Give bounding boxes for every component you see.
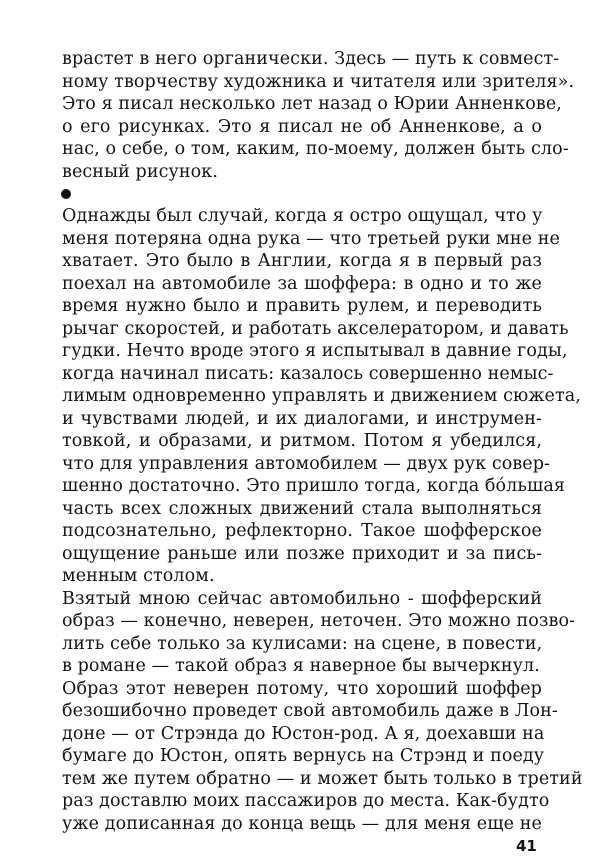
text-line: Образ этот неверен потому, что хороший шоффер	[62, 679, 542, 699]
text-line: Взятый мною сейчас автомобильно - шофферский	[62, 589, 542, 609]
text-line: весный рисунок.	[62, 162, 218, 182]
text-line: менным столом.	[62, 566, 215, 586]
text-line: ному творчеству художника и читателя или зрителя».	[62, 72, 575, 92]
text-line: раз доставлю моих пассажиров до места. Как-будто	[62, 791, 550, 811]
text-line: товкой, и образами, и ритмом. Потом я убедился,	[62, 431, 542, 451]
text-line: Это я писал несколько лет назад о Юрии Анненкове,	[62, 94, 562, 114]
text-line: врастет в него органически. Здесь — путь к совмест-	[62, 49, 560, 69]
text-line: ощущение раньше или позже приходит и за пись-	[62, 544, 542, 564]
text-line: образ — конечно, неверен, неточен. Это можно позво-	[62, 611, 576, 631]
text-line: о его рисунках. Это я писал не об Анненкове, а о	[62, 117, 542, 137]
text-line: лить себе только за кулисами: на сцене, в повести,	[62, 634, 543, 654]
text-line: в романе — такой образ я наверное бы вычеркнул.	[62, 656, 540, 676]
text-line: и чувствами людей, и их диалогами, и инструмен-	[62, 409, 542, 429]
text-line: лимым одновременно управлять и движением сюжета,	[62, 386, 581, 406]
text-line: когда начинал писать: казалось совершенно немыс-	[62, 364, 554, 384]
text-line: нас, о себе, о том, каким, по-моему, должен быть сло-	[62, 139, 569, 159]
text-line: тем же путем обратно — и может быть только в третий	[62, 769, 583, 789]
text-line: подсознательно, рефлекторно. Такое шофферское	[62, 521, 542, 541]
text-line: гудки. Нечто вроде этого я испытывал в давние годы,	[62, 341, 568, 361]
text-line: меня потеряна одна рука — что третьей руки мне не	[62, 229, 561, 249]
text-line: шенно достаточно. Это пришло тогда, когда бо́льшая	[62, 476, 566, 496]
text-line: часть всех сложных движений стала выполняться	[62, 499, 542, 519]
text-line: время нужно было и править рулем, и переводить	[62, 296, 542, 316]
text-line: доне — от Стрэнда до Юстон-род. А я, доехавши на	[62, 724, 545, 744]
text-line: поехал на автомобиле за шоффера: в одно и то же	[62, 274, 542, 294]
text-line: безошибочно проведет свой автомобиль даже в Лон-	[62, 701, 558, 721]
text-line: уже дописанная до конца вещь — для меня еще не	[62, 814, 542, 834]
text-line: Однажды был случай, когда я остро ощущал, что у	[62, 206, 543, 226]
page-number: 41	[516, 837, 537, 855]
text-line: бумаге до Юстон, опять вернусь на Стрэнд и поеду	[62, 746, 545, 766]
text-line: что для управления автомобилем — двух рук совер-	[62, 454, 551, 474]
text-line: хватает. Это было в Англии, когда я в первый раз	[62, 251, 542, 271]
section-bullet-icon	[61, 189, 71, 199]
text-line: рычаг скоростей, и работать акселератором, и давать	[62, 319, 569, 339]
